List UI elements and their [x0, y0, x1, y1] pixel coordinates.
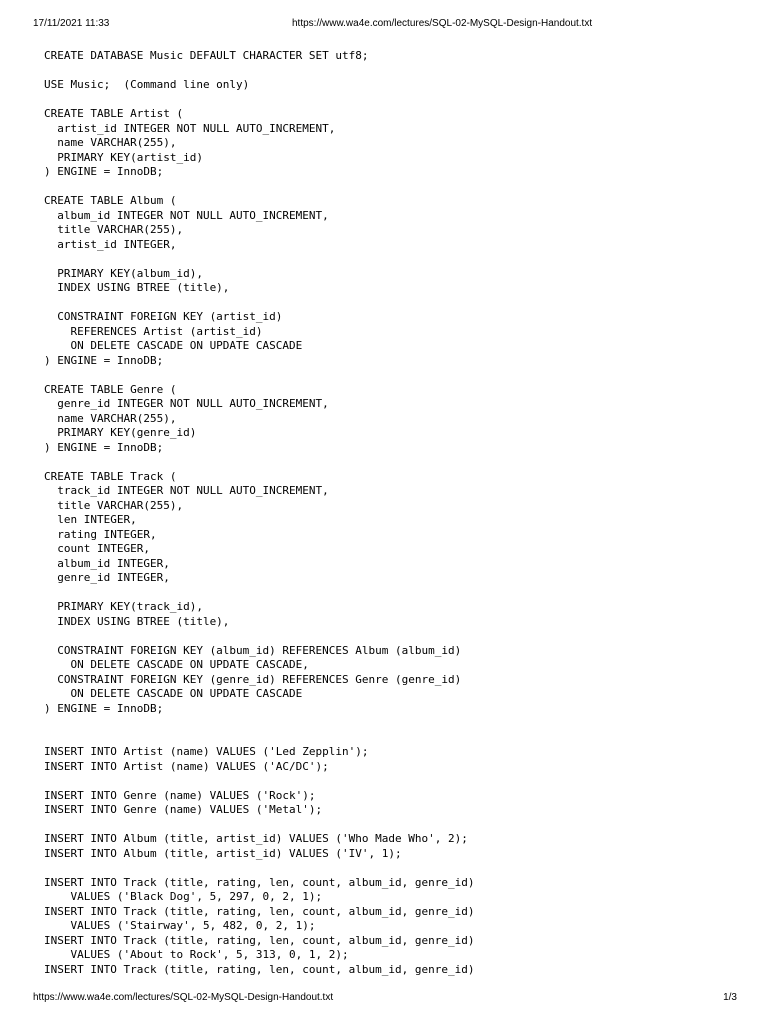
code-line	[44, 252, 474, 267]
code-line: INDEX USING BTREE (title),	[44, 281, 230, 294]
code-line: INDEX USING BTREE (title),	[44, 614, 230, 628]
code-line	[44, 368, 474, 383]
code-line: artist_id INTEGER NOT NULL AUTO_INCREMENT,	[44, 121, 336, 135]
code-line: VALUES ('Black Dog', 5, 297, 0, 2, 1);	[44, 890, 323, 903]
code-line: ) ENGINE = InnoDB;	[44, 701, 164, 715]
code-line: ON DELETE CASCADE ON UPDATE CASCADE	[44, 339, 303, 352]
code-line	[44, 296, 474, 311]
code-line	[44, 455, 474, 470]
code-line	[44, 716, 474, 731]
print-footer-url: https://www.wa4e.com/lectures/SQL-02-MySQL-Design-Handout.txt	[33, 992, 334, 1003]
code-line	[44, 818, 474, 833]
code-line: INSERT INTO Track (title, rating, len, count, album_id, genre_id)	[44, 933, 475, 947]
code-line	[44, 861, 474, 876]
code-line: len INTEGER,	[44, 513, 137, 526]
code-line: CREATE TABLE Track (	[44, 469, 177, 483]
code-line: CONSTRAINT FOREIGN KEY (album_id) REFERENCES Album (album_id)	[44, 643, 462, 657]
code-line: INSERT INTO Artist (name) VALUES ('Led Zepplin');	[44, 745, 369, 758]
code-line: REFERENCES Artist (artist_id)	[44, 324, 263, 338]
code-line: CREATE TABLE Album (	[44, 194, 177, 207]
code-line: album_id INTEGER NOT NULL AUTO_INCREMENT,	[44, 208, 329, 222]
code-line: rating INTEGER,	[44, 527, 157, 541]
code-line: title VARCHAR(255),	[44, 498, 184, 512]
code-line: PRIMARY KEY(track_id),	[44, 600, 203, 613]
code-line: ) ENGINE = InnoDB;	[44, 353, 164, 367]
code-line: INSERT INTO Artist (name) VALUES ('AC/DC');	[44, 759, 329, 773]
code-line: CREATE DATABASE Music DEFAULT CHARACTER SET utf8;	[44, 49, 369, 62]
code-line	[44, 180, 474, 195]
code-line	[44, 629, 474, 644]
code-line: name VARCHAR(255),	[44, 136, 177, 149]
code-line: VALUES ('About to Rock', 5, 313, 0, 1, 2);	[44, 948, 349, 961]
code-line: name VARCHAR(255),	[44, 411, 177, 425]
code-line: PRIMARY KEY(genre_id)	[44, 426, 197, 439]
code-line: USE Music; (Command line only)	[44, 78, 250, 91]
code-line	[44, 586, 474, 601]
code-line: CONSTRAINT FOREIGN KEY (genre_id) REFERENCES Genre (genre_id)	[44, 672, 462, 686]
page-number: 1/3	[723, 992, 737, 1003]
code-line: CREATE TABLE Genre (	[44, 382, 177, 396]
code-line: genre_id INTEGER,	[44, 571, 170, 584]
code-line: CONSTRAINT FOREIGN KEY (artist_id)	[44, 310, 283, 323]
code-line: INSERT INTO Album (title, artist_id) VALUES ('IV', 1);	[44, 846, 402, 860]
code-line: count INTEGER,	[44, 542, 150, 555]
code-line: INSERT INTO Genre (name) VALUES ('Metal');	[44, 803, 323, 816]
code-line	[44, 93, 474, 108]
print-header-url: https://www.wa4e.com/lectures/SQL-02-MySQL-Design-Handout.txt	[292, 18, 593, 29]
code-line: PRIMARY KEY(album_id),	[44, 266, 203, 280]
code-line	[44, 64, 474, 79]
sql-code-block	[44, 49, 474, 977]
code-line: INSERT INTO Track (title, rating, len, count, album_id, genre_id)	[44, 904, 475, 918]
code-line: PRIMARY KEY(artist_id)	[44, 150, 203, 164]
code-line	[44, 774, 474, 789]
code-line: INSERT INTO Genre (name) VALUES ('Rock');	[44, 788, 316, 802]
code-line: INSERT INTO Track (title, rating, len, count, album_id, genre_id)	[44, 962, 475, 976]
code-line: ON DELETE CASCADE ON UPDATE CASCADE,	[44, 658, 309, 671]
code-line: album_id INTEGER,	[44, 556, 170, 570]
code-line: title VARCHAR(255),	[44, 223, 184, 236]
code-line: track_id INTEGER NOT NULL AUTO_INCREMENT,	[44, 484, 329, 497]
code-line	[44, 731, 474, 746]
code-line: CREATE TABLE Artist (	[44, 107, 184, 120]
code-line: genre_id INTEGER NOT NULL AUTO_INCREMENT,	[44, 397, 329, 410]
code-line: ) ENGINE = InnoDB;	[44, 165, 164, 178]
code-line: INSERT INTO Album (title, artist_id) VALUES ('Who Made Who', 2);	[44, 832, 468, 845]
print-header-datetime: 17/11/2021 11:33	[33, 18, 110, 29]
code-line: ON DELETE CASCADE ON UPDATE CASCADE	[44, 687, 303, 700]
code-line: artist_id INTEGER,	[44, 237, 177, 251]
code-line: ) ENGINE = InnoDB;	[44, 440, 164, 454]
code-line: INSERT INTO Track (title, rating, len, count, album_id, genre_id)	[44, 875, 475, 889]
code-line: VALUES ('Stairway', 5, 482, 0, 2, 1);	[44, 919, 316, 932]
